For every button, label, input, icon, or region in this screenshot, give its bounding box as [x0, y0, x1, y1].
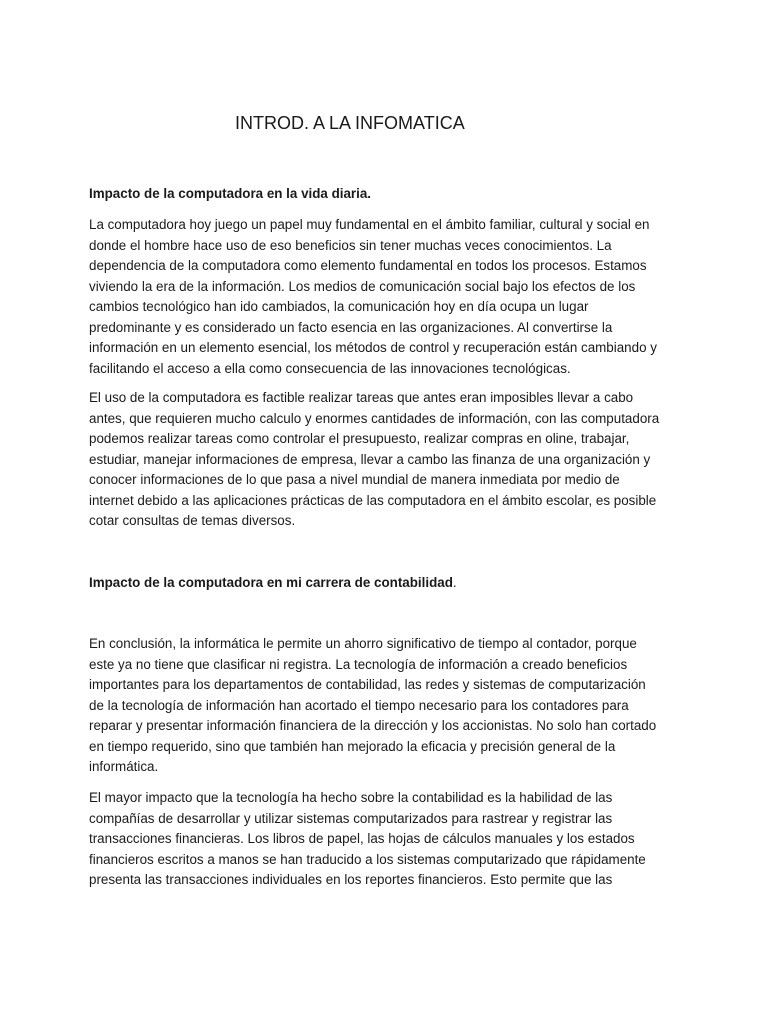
text-line: antes, que requieren mucho calculo y enormes cantidades de información, con las computadora — [89, 410, 660, 426]
text-line: de la tecnología de información han acortado el tiempo necesario para los contadores para — [89, 697, 629, 713]
text-line: donde el hombre hace uso de eso beneficios sin tener muchas veces conocimientos. La — [89, 237, 612, 253]
text-line: informática. — [89, 759, 159, 774]
text-line: cambios tecnológico han ido cambiados, la comunicación hoy en día ocupa un lugar — [89, 299, 589, 314]
text-line: facilitando el acceso a ella como consecuencia de las innovaciones tecnológicas. — [89, 360, 571, 376]
section-heading-accounting-career — [89, 573, 457, 593]
text-line: transacciones financieras. Los libros de papel, las hojas de cálculos manuales y los estados — [89, 831, 635, 846]
paragraph-daily-life-2 — [89, 388, 689, 532]
text-line: importantes para los departamentos de contabilidad, las redes y sistemas de computarización — [89, 677, 646, 692]
document-title: INTROD. A LA INFOMATICA — [235, 113, 465, 133]
text-line: dependencia de la computadora como elemento fundamental en todos los procesos. Estamos — [89, 258, 647, 273]
section-heading-period: . — [452, 575, 457, 590]
text-line: El mayor impacto que la tecnología ha hecho sobre la contabilidad es la habilidad de las — [89, 790, 613, 805]
text-line: podemos realizar tareas como controlar el presupuesto, realizar compras en oline, trabajar, — [89, 431, 630, 446]
text-line: conocer informaciones de lo que pasa a nivel mundial de manera inmediata por medio de — [89, 472, 620, 487]
text-line: información en un elemento esencial, los métodos de control y recuperación están cambiando y — [89, 340, 657, 355]
text-line: El uso de la computadora es factible realizar tareas que antes eran imposibles llevar a cabo — [89, 390, 634, 405]
text-line: La computadora hoy juego un papel muy fundamental en el ámbito familiar, cultural y social en — [89, 217, 650, 232]
text-line: cotar consultas de temas diversos. — [89, 513, 296, 528]
text-line: este ya no tiene que clasificar ni registra. La tecnología de información a creado beneficios — [89, 656, 628, 672]
text-line: predominante y es considerado un facto esencia en las organizaciones. Al convertirse la — [89, 319, 613, 335]
text-line: compañías de desarrollar y utilizar sistemas computarizados para rastrear y registrar las — [89, 810, 613, 826]
text-line: En conclusión, la informática le permite un ahorro significativo de tiempo al contador, porque — [89, 636, 637, 651]
text-line: viviendo la era de la información. Los medios de comunicación social bajo los efectos de los — [89, 278, 636, 294]
section-heading-text: Impacto de la computadora en mi carrera de contabilidad — [89, 575, 453, 590]
paragraph-accounting-1 — [89, 634, 689, 778]
text-line: en tiempo requerido, sino que también han mejorado la eficacia y precisión general de la — [89, 738, 616, 754]
text-line: presenta las transacciones individuales en los reportes financieros. Esto permite que las — [89, 872, 613, 887]
text-line: reparar y presentar información financiera de la dirección y los accionistas. No solo han cortado — [89, 718, 657, 733]
section-heading-daily-life: Impacto de la computadora en la vida diaria. — [89, 186, 372, 201]
paragraph-daily-life-1 — [89, 215, 689, 379]
text-line: financieros escritos a manos se han traducido a los sistemas computarizado que rápidamente — [89, 851, 646, 867]
text-line: internet debido a las aplicaciones prácticas de las computadora en el ámbito escolar, es posible — [89, 492, 657, 508]
text-line: estudiar, manejar informaciones de empresa, llevar a cambo las finanza de una organización y — [89, 451, 651, 467]
paragraph-accounting-2 — [89, 788, 689, 891]
